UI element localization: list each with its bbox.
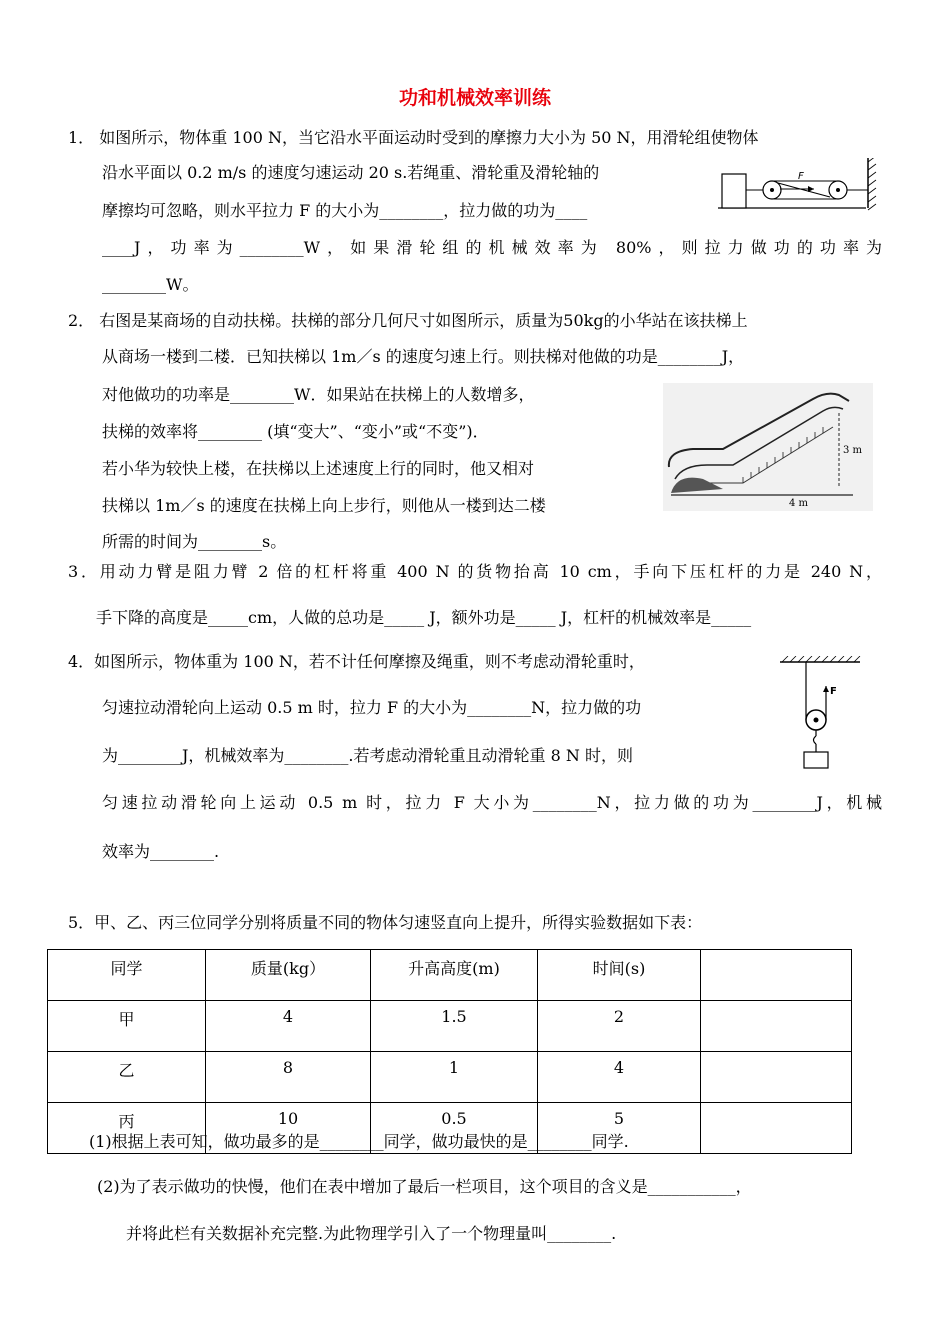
q4-line-4: 匀速拉动滑轮向上运动 0.5 m 时，拉力 F 大小为________N，拉力做的功为________J，机械 xyxy=(102,793,882,812)
movable-pulley-figure xyxy=(780,656,862,774)
q2-line-7: 所需的时间为________s。 xyxy=(102,532,287,551)
data-table xyxy=(47,949,852,1154)
q4-line-2: 匀速拉动滑轮向上运动 0.5 m 时，拉力 F 的大小为________N，拉力做的功 xyxy=(102,698,642,717)
cell-mass: 8 xyxy=(206,1052,371,1103)
q1-line-3: 摩擦均可忽略，则水平拉力 F 的大小为________，拉力做的功为____ xyxy=(102,201,588,220)
header-height: 升高高度(m) xyxy=(371,950,538,1001)
q5-sub-1: (1)根据上表可知，做功最多的是________同学，做功最快的是________同学. xyxy=(89,1132,629,1151)
pulley-block-figure xyxy=(718,158,880,214)
header-blank xyxy=(701,950,852,1001)
q5-line-1: 5．甲、乙、丙三位同学分别将质量不同的物体匀速竖直向上提升，所得实验数据如下表： xyxy=(68,913,703,932)
q4-line-3: 为________J，机械效率为________.若考虑动滑轮重且动滑轮重 8 N 时，则 xyxy=(102,746,633,765)
escalator-width-label: 4 m xyxy=(789,498,809,509)
q1-line-4: ____J，功率为________W，如果滑轮组的机械效率为 80%，则拉力做功的功率为 xyxy=(102,238,882,257)
cell-height: 1.5 xyxy=(371,1001,538,1052)
header-mass: 质量(kg） xyxy=(206,950,371,1001)
q2-line-2: 从商场一楼到二楼．已知扶梯以 1m／s 的速度匀速上行。则扶梯对他做的功是________J， xyxy=(102,347,745,366)
cell-student: 乙 xyxy=(48,1052,206,1103)
q1-line-1: 1． 如图所示，物体重 100 N，当它沿水平面运动时受到的摩擦力大小为 50 N，用滑轮组使物体 xyxy=(68,128,759,147)
q2-line-3: 对他做功的功率是________W．如果站在扶梯上的人数增多， xyxy=(102,385,535,404)
table-header-row xyxy=(48,950,852,1001)
q1-figure-force-label: F xyxy=(798,171,804,182)
escalator-height-label: 3 m xyxy=(843,445,863,456)
cell-student: 丙 xyxy=(48,1103,206,1154)
q4-line-5: 效率为________. xyxy=(102,842,220,861)
cell-time: 4 xyxy=(538,1052,701,1103)
table-row xyxy=(48,1052,852,1103)
q4-figure-force-label: F xyxy=(830,686,837,697)
q5-sub-2: (2)为了表示做功的快慢，他们在表中增加了最后一栏项目，这个项目的含义是___________， xyxy=(97,1177,752,1196)
cell-time: 2 xyxy=(538,1001,701,1052)
q4-line-1: 4．如图所示，物体重为 100 N，若不计任何摩擦及绳重，则不考虑动滑轮重时， xyxy=(68,652,645,671)
q2-line-4: 扶梯的效率将________ (填“变大”、“变小”或“不变”)． xyxy=(102,422,489,441)
q1-line-2: 沿水平面以 0.2 m/s 的速度匀速运动 20 s.若绳重、滑轮重及滑轮轴的 xyxy=(102,163,600,182)
cell-student: 甲 xyxy=(48,1001,206,1052)
escalator-figure xyxy=(663,383,873,511)
page-title: 功和机械效率训练 xyxy=(398,87,551,109)
q3-line-1: 3．用动力臂是阻力臂 2 倍的杠杆将重 400 N 的货物抬高 10 cm，手向下压杠杆的力是 240 N， xyxy=(68,562,882,581)
q5-sub-3: 并将此栏有关数据补充完整.为此物理学引入了一个物理量叫________. xyxy=(126,1224,617,1243)
cell-blank xyxy=(701,1103,852,1154)
cell-blank xyxy=(701,1052,852,1103)
header-time: 时间(s) xyxy=(538,950,701,1001)
q2-line-5: 若小华为较快上楼，在扶梯以上述速度上行的同时，他又相对 xyxy=(102,459,535,478)
cell-mass: 10 xyxy=(206,1103,371,1154)
q2-line-6: 扶梯以 1m／s 的速度在扶梯上向上步行，则他从一楼到达二楼 xyxy=(102,496,546,515)
q2-line-1: 2． 右图是某商场的自动扶梯。扶梯的部分几何尺寸如图所示，质量为50kg的小华站在该扶梯上 xyxy=(68,311,748,330)
cell-height: 0.5 xyxy=(371,1103,538,1154)
cell-height: 1 xyxy=(371,1052,538,1103)
table-row xyxy=(48,1001,852,1052)
cell-blank xyxy=(701,1001,852,1052)
q3-line-2: 手下降的高度是_____cm，人做的总功是_____ J，额外功是_____ J，杠杆的机械效率是_____ xyxy=(96,608,752,627)
cell-mass: 4 xyxy=(206,1001,371,1052)
cell-time: 5 xyxy=(538,1103,701,1154)
q1-line-5: ________W。 xyxy=(102,275,199,294)
header-student: 同学 xyxy=(48,950,206,1001)
